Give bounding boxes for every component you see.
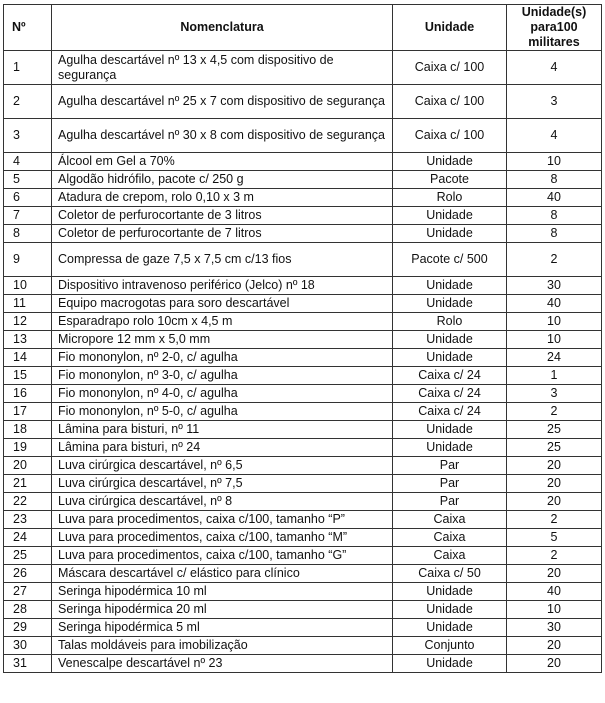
row-nomenclatura: Fio mononylon, nº 3-0, c/ agulha — [52, 367, 393, 385]
row-number: 21 — [4, 475, 52, 493]
table-row — [4, 189, 602, 207]
table-row — [4, 313, 602, 331]
row-quantidade: 5 — [507, 529, 602, 547]
row-unidade: Unidade — [393, 349, 507, 367]
table-row — [4, 385, 602, 403]
table-row — [4, 457, 602, 475]
row-unidade: Unidade — [393, 295, 507, 313]
row-unidade: Pacote — [393, 171, 507, 189]
table-row — [4, 583, 602, 601]
row-number: 30 — [4, 637, 52, 655]
row-quantidade: 2 — [507, 243, 602, 277]
row-number: 9 — [4, 243, 52, 277]
table-row — [4, 153, 602, 171]
row-nomenclatura: Fio mononylon, nº 5-0, c/ agulha — [52, 403, 393, 421]
row-unidade: Caixa c/ 100 — [393, 85, 507, 119]
row-number: 3 — [4, 119, 52, 153]
row-quantidade: 20 — [507, 475, 602, 493]
row-quantidade: 3 — [507, 85, 602, 119]
row-quantidade: 25 — [507, 439, 602, 457]
table-row — [4, 349, 602, 367]
supply-table-container — [3, 4, 602, 673]
row-nomenclatura: Atadura de crepom, rolo 0,10 x 3 m — [52, 189, 393, 207]
row-quantidade: 40 — [507, 583, 602, 601]
row-number: 28 — [4, 601, 52, 619]
row-quantidade: 8 — [507, 225, 602, 243]
table-row — [4, 51, 602, 85]
row-unidade: Rolo — [393, 313, 507, 331]
row-unidade: Unidade — [393, 619, 507, 637]
table-row — [4, 529, 602, 547]
row-unidade: Caixa c/ 24 — [393, 385, 507, 403]
row-unidade: Conjunto — [393, 637, 507, 655]
row-quantidade: 25 — [507, 421, 602, 439]
row-quantidade: 2 — [507, 403, 602, 421]
table-row — [4, 119, 602, 153]
table-row — [4, 619, 602, 637]
row-quantidade: 10 — [507, 313, 602, 331]
row-quantidade: 10 — [507, 153, 602, 171]
table-row — [4, 277, 602, 295]
row-unidade: Unidade — [393, 583, 507, 601]
row-unidade: Caixa c/ 24 — [393, 403, 507, 421]
row-nomenclatura: Seringa hipodérmica 10 ml — [52, 583, 393, 601]
row-quantidade: 24 — [507, 349, 602, 367]
table-row — [4, 367, 602, 385]
row-number: 12 — [4, 313, 52, 331]
row-nomenclatura: Agulha descartável nº 13 x 4,5 com dispositivo de segurança — [52, 51, 393, 85]
row-nomenclatura: Luva cirúrgica descartável, nº 7,5 — [52, 475, 393, 493]
row-number: 10 — [4, 277, 52, 295]
row-nomenclatura: Agulha descartável nº 25 x 7 com dispositivo de segurança — [52, 85, 393, 119]
row-nomenclatura: Compressa de gaze 7,5 x 7,5 cm c/13 fios — [52, 243, 393, 277]
row-nomenclatura: Lâmina para bisturi, nº 11 — [52, 421, 393, 439]
row-nomenclatura: Esparadrapo rolo 10cm x 4,5 m — [52, 313, 393, 331]
row-unidade: Par — [393, 493, 507, 511]
header-quantidade: Unidade(s) para100 militares — [507, 5, 602, 51]
row-nomenclatura: Luva para procedimentos, caixa c/100, tamanho “G” — [52, 547, 393, 565]
row-number: 19 — [4, 439, 52, 457]
row-number: 11 — [4, 295, 52, 313]
row-number: 31 — [4, 655, 52, 673]
row-quantidade: 10 — [507, 331, 602, 349]
row-nomenclatura: Dispositivo intravenoso periférico (Jelco) nº 18 — [52, 277, 393, 295]
row-unidade: Unidade — [393, 153, 507, 171]
row-quantidade: 10 — [507, 601, 602, 619]
row-unidade: Caixa — [393, 529, 507, 547]
row-nomenclatura: Agulha descartável nº 30 x 8 com dispositivo de segurança — [52, 119, 393, 153]
row-quantidade: 3 — [507, 385, 602, 403]
row-nomenclatura: Talas moldáveis para imobilização — [52, 637, 393, 655]
header-nomenclatura: Nomenclatura — [52, 5, 393, 51]
row-number: 24 — [4, 529, 52, 547]
table-row — [4, 331, 602, 349]
row-quantidade: 30 — [507, 619, 602, 637]
row-quantidade: 30 — [507, 277, 602, 295]
row-nomenclatura: Coletor de perfurocortante de 7 litros — [52, 225, 393, 243]
table-row — [4, 637, 602, 655]
row-nomenclatura: Álcool em Gel a 70% — [52, 153, 393, 171]
row-quantidade: 20 — [507, 493, 602, 511]
table-row — [4, 439, 602, 457]
row-nomenclatura: Fio mononylon, nº 4-0, c/ agulha — [52, 385, 393, 403]
table-row — [4, 243, 602, 277]
row-unidade: Unidade — [393, 207, 507, 225]
table-row — [4, 421, 602, 439]
header-unidade: Unidade — [393, 5, 507, 51]
table-row — [4, 475, 602, 493]
header-number: Nº — [4, 5, 52, 51]
row-unidade: Pacote c/ 500 — [393, 243, 507, 277]
row-number: 7 — [4, 207, 52, 225]
row-nomenclatura: Equipo macrogotas para soro descartável — [52, 295, 393, 313]
row-number: 5 — [4, 171, 52, 189]
row-unidade: Caixa c/ 24 — [393, 367, 507, 385]
table-row — [4, 493, 602, 511]
row-number: 4 — [4, 153, 52, 171]
table-row — [4, 403, 602, 421]
table-row — [4, 655, 602, 673]
row-number: 15 — [4, 367, 52, 385]
row-unidade: Unidade — [393, 421, 507, 439]
row-nomenclatura: Micropore 12 mm x 5,0 mm — [52, 331, 393, 349]
row-quantidade: 8 — [507, 207, 602, 225]
row-quantidade: 20 — [507, 637, 602, 655]
row-unidade: Unidade — [393, 277, 507, 295]
row-unidade: Unidade — [393, 655, 507, 673]
table-row — [4, 565, 602, 583]
table-row — [4, 171, 602, 189]
row-number: 6 — [4, 189, 52, 207]
row-number: 27 — [4, 583, 52, 601]
row-number: 22 — [4, 493, 52, 511]
row-number: 16 — [4, 385, 52, 403]
row-unidade: Unidade — [393, 439, 507, 457]
row-unidade: Caixa — [393, 547, 507, 565]
row-unidade: Rolo — [393, 189, 507, 207]
row-number: 25 — [4, 547, 52, 565]
row-unidade: Par — [393, 457, 507, 475]
row-number: 17 — [4, 403, 52, 421]
row-number: 26 — [4, 565, 52, 583]
row-number: 14 — [4, 349, 52, 367]
row-unidade: Caixa c/ 100 — [393, 51, 507, 85]
row-number: 2 — [4, 85, 52, 119]
row-number: 18 — [4, 421, 52, 439]
table-header-row — [4, 5, 602, 51]
row-nomenclatura: Fio mononylon, nº 2-0, c/ agulha — [52, 349, 393, 367]
row-quantidade: 1 — [507, 367, 602, 385]
row-unidade: Caixa c/ 100 — [393, 119, 507, 153]
row-nomenclatura: Lâmina para bisturi, nº 24 — [52, 439, 393, 457]
row-nomenclatura: Luva cirúrgica descartável, nº 8 — [52, 493, 393, 511]
row-unidade: Unidade — [393, 601, 507, 619]
row-nomenclatura: Algodão hidrófilo, pacote c/ 250 g — [52, 171, 393, 189]
row-nomenclatura: Luva para procedimentos, caixa c/100, tamanho “M” — [52, 529, 393, 547]
row-quantidade: 20 — [507, 457, 602, 475]
row-number: 13 — [4, 331, 52, 349]
row-number: 29 — [4, 619, 52, 637]
row-nomenclatura: Máscara descartável c/ elástico para clínico — [52, 565, 393, 583]
row-quantidade: 4 — [507, 119, 602, 153]
row-number: 20 — [4, 457, 52, 475]
row-quantidade: 20 — [507, 655, 602, 673]
table-row — [4, 511, 602, 529]
row-quantidade: 8 — [507, 171, 602, 189]
row-number: 1 — [4, 51, 52, 85]
row-unidade: Unidade — [393, 331, 507, 349]
row-number: 8 — [4, 225, 52, 243]
supply-table — [3, 4, 602, 673]
row-quantidade: 40 — [507, 295, 602, 313]
table-row — [4, 601, 602, 619]
row-nomenclatura: Coletor de perfurocortante de 3 litros — [52, 207, 393, 225]
row-quantidade: 40 — [507, 189, 602, 207]
table-row — [4, 295, 602, 313]
row-nomenclatura: Seringa hipodérmica 5 ml — [52, 619, 393, 637]
row-unidade: Unidade — [393, 225, 507, 243]
row-unidade: Caixa — [393, 511, 507, 529]
table-row — [4, 85, 602, 119]
table-row — [4, 547, 602, 565]
row-nomenclatura: Seringa hipodérmica 20 ml — [52, 601, 393, 619]
row-nomenclatura: Luva para procedimentos, caixa c/100, tamanho “P” — [52, 511, 393, 529]
row-quantidade: 2 — [507, 511, 602, 529]
row-unidade: Caixa c/ 50 — [393, 565, 507, 583]
table-row — [4, 225, 602, 243]
row-nomenclatura: Luva cirúrgica descartável, nº 6,5 — [52, 457, 393, 475]
row-unidade: Par — [393, 475, 507, 493]
row-quantidade: 20 — [507, 565, 602, 583]
row-number: 23 — [4, 511, 52, 529]
row-quantidade: 4 — [507, 51, 602, 85]
row-quantidade: 2 — [507, 547, 602, 565]
row-nomenclatura: Venescalpe descartável nº 23 — [52, 655, 393, 673]
table-row — [4, 207, 602, 225]
